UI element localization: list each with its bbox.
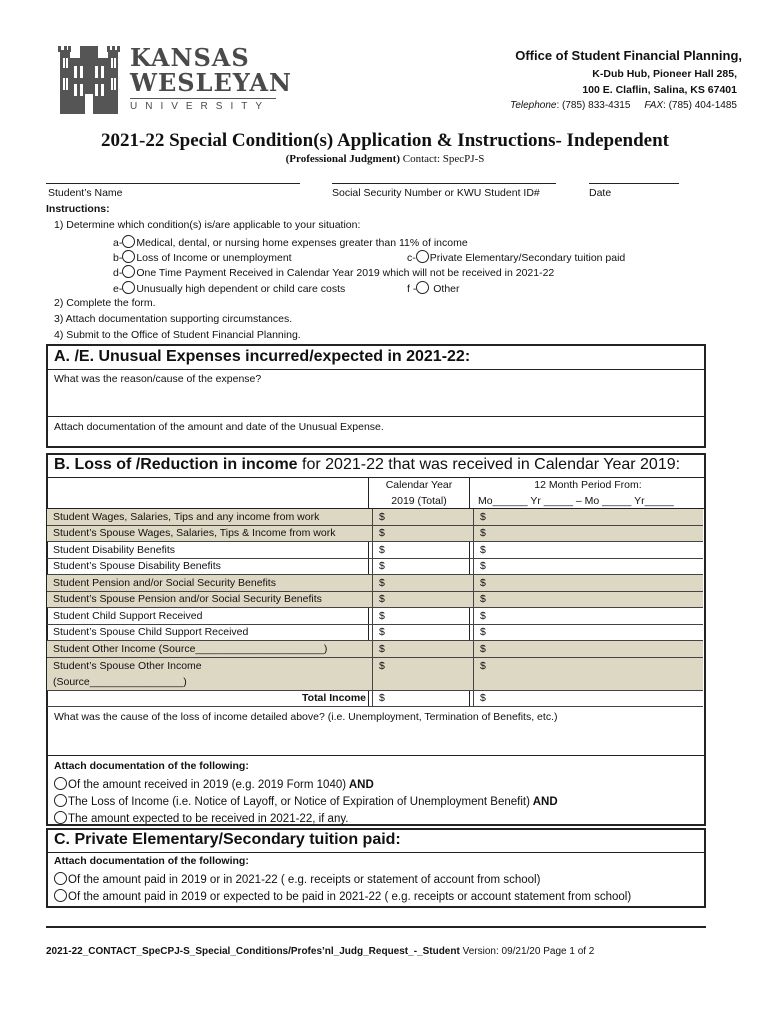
table-row-total [47,690,703,707]
student-name-label: Student’s Name [48,187,123,199]
section-a-title: A. /E. Unusual Expenses incurred/expected in 2021-22: [54,348,471,365]
income-table [47,509,703,707]
section-c-attach-heading: Attach documentation of the following: [54,855,249,867]
income-row-label: Student Wages, Salaries, Tips and any income from work [47,509,373,525]
col-12-month-period: 12 Month Period From: [534,479,642,491]
income-row-label: Student’s Spouse Child Support Received [47,624,373,641]
section-a-reason-input[interactable] [47,386,705,416]
instructions-heading: Instructions: [46,203,110,215]
logo-wordmark-university: UNIVERSITY [130,101,271,112]
income-row-source[interactable]: (Source________________) [53,675,187,688]
loss-cause-input[interactable] [47,724,705,754]
section-a-reason-question: What was the reason/cause of the expense? [54,373,262,385]
option-e [113,281,345,295]
option-d [113,265,554,279]
section-b-attach-heading: Attach documentation of the following: [54,760,249,772]
option-f-text: Other [430,283,460,295]
date-field[interactable] [589,183,679,184]
option-e-text: Unusually high dependent or child care costs [136,283,346,295]
office-address-line2: 100 E. Claflin, Salina, KS 67401 [582,84,737,96]
income-row-label: Student’s Spouse Wages, Salaries, Tips & Income from work [47,525,373,542]
income-row-label: Student’s Spouse Pension and/or Social Security Benefits [47,591,373,608]
table-row [47,608,703,625]
office-name: Office of Student Financial Planning, [515,48,742,63]
instruction-step-2: 2) Complete the form. [54,297,156,309]
option-a-letter: a- [113,237,123,249]
attach-3-text: The amount expected to be received in 2021-22, if any. [68,813,349,825]
section-c-item-2-text: Of the amount paid in 2019 or expected to be paid in 2021-22 ( e.g. receipts or account statement from school) [68,891,632,903]
table-row [47,641,703,658]
amount-2019-field[interactable]: $ [373,525,474,542]
table-row [47,558,703,575]
amount-2019-field[interactable]: $ [373,542,474,559]
footer-page-number: Page 1 of 2 [540,946,595,957]
student-name-field[interactable] [46,183,300,184]
table-row [47,624,703,641]
section-b-attach-2 [54,794,558,808]
footer-version: Version: 09/21/20 [459,946,541,957]
income-row-label: Student Child Support Received [47,608,373,625]
income-row-label: Student Disability Benefits [47,542,373,559]
option-b-text: Loss of Income or unemployment [136,252,292,264]
ssn-field[interactable] [332,183,556,184]
office-contact-numbers [510,100,737,111]
office-address-line1: K-Dub Hub, Pioneer Hall 285, [592,68,737,80]
col-2019-total: 2019 (Total) [391,495,447,507]
form-subtitle [0,153,770,165]
fax-label: FAX [644,100,664,111]
logo-wordmark-kansas: KANSAS [130,43,250,72]
option-d-radio[interactable] [122,265,135,278]
option-e-radio[interactable] [122,281,135,294]
option-c-letter: c- [407,252,416,264]
attach-2-radio[interactable] [54,794,67,807]
footer [46,946,594,957]
option-a-radio[interactable] [122,235,135,248]
contact-code: Contact: SpecPJ-S [400,153,485,165]
table-row [47,575,703,592]
amount-2019-field[interactable]: $ [373,624,474,641]
amount-12-month-field[interactable]: $ [474,591,704,608]
section-a-attach-note: Attach documentation of the amount and date of the Unusual Expense. [54,421,384,433]
professional-judgment-label: (Professional Judgment) [285,153,401,165]
section-b-attach-3 [54,811,348,825]
attach-1-text: Of the amount received in 2019 (e.g. 2019 Form 1040) [68,779,347,791]
amount-12-month-field[interactable]: $ [474,509,704,525]
section-c-item-2-radio[interactable] [54,889,67,902]
attach-2-and: AND [529,796,558,808]
col-calendar-year: Calendar Year [385,479,453,491]
instruction-step-1: 1) Determine which condition(s) is/are applicable to your situation: [54,219,361,231]
option-d-text: One Time Payment Received in Calendar Year 2019 which will not be received in 2021-22 [136,267,555,279]
section-c-item-1-radio[interactable] [54,872,67,885]
ssn-label: Social Security Number or KWU Student ID# [332,187,540,199]
table-row [47,525,703,542]
attach-1-radio[interactable] [54,777,67,790]
section-b-title-bold: B. Loss of /Reduction in income [54,456,298,473]
option-b-letter: b- [113,252,123,264]
attach-2-text: The Loss of Income (i.e. Notice of Layoff, or Notice of Expiration of Unemployment Benefit) [68,796,530,808]
footer-doc-name: 2021-22_CONTACT_SpeCPJ-S_Special_Conditions/Profes’nl_Judg_Request_-_Student [46,946,460,957]
section-a-divider-2 [47,416,705,417]
total-12-month-field[interactable]: $ [474,690,704,707]
section-b-divider-2 [47,755,705,756]
col-period-dates[interactable]: Mo______ Yr _____ – Mo _____ Yr_____ [478,495,674,507]
amount-12-month-field[interactable]: $ [474,608,704,625]
option-f-radio[interactable] [416,281,429,294]
total-2019-field[interactable]: $ [373,690,474,707]
option-f [407,281,460,295]
option-f-letter: f - [407,283,417,295]
university-building-logo-icon [52,44,126,114]
telephone-label: Telephone [510,100,557,111]
amount-12-month-field[interactable]: $ [474,542,704,559]
income-row-label: Student Pension and/or Social Security Benefits [47,575,373,592]
income-row-label: Student’s Spouse Disability Benefits [47,558,373,575]
section-b-attach-1 [54,777,374,791]
amount-2019-field[interactable]: $ [373,641,474,658]
loss-cause-question: What was the cause of the loss of income detailed above? (i.e. Unemployment, Termination of Benefits, etc.) [54,711,558,723]
table-row [47,542,703,559]
table-row [47,591,703,608]
option-c-text: Private Elementary/Secondary tuition paid [429,252,626,264]
option-c-radio[interactable] [416,250,429,263]
total-income-label: Total Income [47,690,373,707]
section-b-divider [47,477,705,478]
section-c-title: C. Private Elementary/Secondary tuition paid: [54,831,401,848]
option-b-radio[interactable] [122,250,135,263]
section-a-divider [47,369,705,370]
section-c-item-1-text: Of the amount paid in 2019 or in 2021-22 ( e.g. receipts or statement of account from school) [68,874,541,886]
amount-2019-field[interactable]: $ [373,608,474,625]
amount-12-month-field[interactable]: $ [474,575,704,592]
amount-2019-field[interactable]: $ [373,657,474,690]
section-b-title-rest: for 2021-22 that was received in Calendar Year 2019: [297,456,681,473]
amount-12-month-field[interactable]: $ [474,641,704,658]
option-a-text: Medical, dental, or nursing home expenses greater than 11% of income [136,237,468,249]
fax-number: : (785) 404-1485 [663,100,737,111]
amount-12-month-field[interactable]: $ [474,657,704,690]
option-d-letter: d- [113,267,123,279]
table-row [47,509,703,525]
attach-1-and: AND [346,779,374,791]
form-title: 2021-22 Special Condition(s) Application & Instructions- Independent [101,130,669,151]
option-e-letter: e- [113,283,123,295]
instruction-step-4: 4) Submit to the Office of Student Financial Planning. [54,329,301,341]
option-c [407,250,625,264]
attach-3-radio[interactable] [54,811,67,824]
section-c-item-2 [54,889,631,903]
section-b-title [54,456,680,474]
amount-12-month-field[interactable]: $ [474,624,704,641]
amount-12-month-field[interactable]: $ [474,558,704,575]
amount-12-month-field[interactable]: $ [474,525,704,542]
instruction-step-3: 3) Attach documentation supporting circumstances. [54,313,293,325]
logo-wordmark-wesleyan: WESLEYAN [130,68,292,97]
amount-2019-field[interactable]: $ [373,591,474,608]
amount-2019-field[interactable]: $ [373,558,474,575]
income-row-label: Student’s Spouse Other Income [53,659,202,672]
income-row-label: Student Other Income (Source______________________) [47,641,373,658]
section-c-divider [47,852,705,853]
date-label: Date [589,187,612,199]
section-c-item-1 [54,872,540,886]
logo-divider [130,98,276,99]
income-row-label-multiline [47,657,373,690]
option-a [113,235,468,249]
option-b [113,250,292,264]
table-row [47,657,703,690]
amount-2019-field[interactable]: $ [373,509,474,525]
amount-2019-field[interactable]: $ [373,575,474,592]
telephone-number: : (785) 833-4315 [556,100,631,111]
footer-rule [46,926,706,928]
